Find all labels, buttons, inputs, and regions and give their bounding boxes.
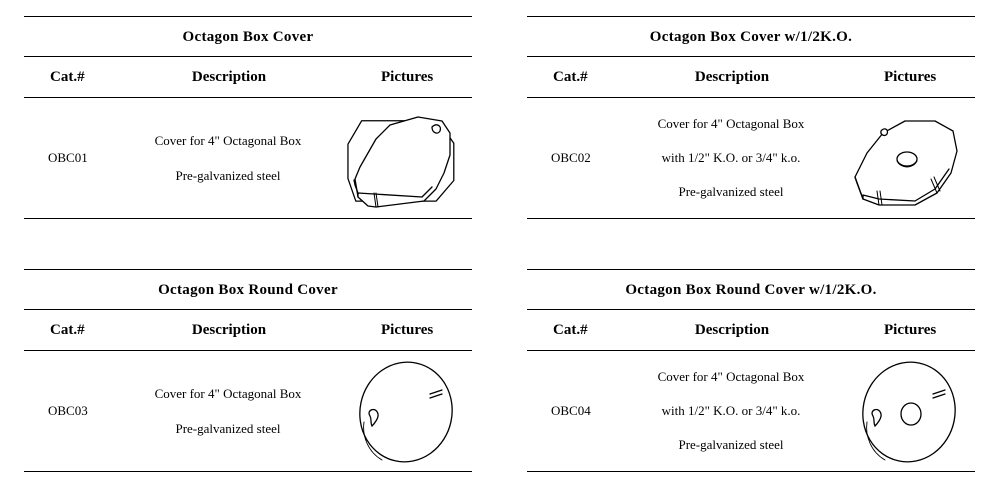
table-rule: [527, 269, 975, 270]
description-line: Pre-galvanized steel: [175, 168, 281, 183]
description-line: Cover for 4" Octagonal Box: [657, 116, 805, 131]
column-header-description: Description: [694, 69, 770, 85]
catalog-number: OBC03: [48, 403, 88, 418]
table-rule: [527, 97, 975, 98]
product-table-obc02: [527, 16, 975, 220]
table-rule: [527, 350, 975, 351]
column-header-pictures: Pictures: [381, 322, 434, 338]
table-title: Octagon Box Round Cover: [158, 282, 338, 298]
column-header-cat: Cat.#: [553, 69, 588, 85]
column-header-description: Description: [694, 322, 770, 338]
catalog-number: OBC02: [551, 150, 591, 165]
octagon-cover-knockout-image: [849, 107, 959, 213]
table-title: Octagon Box Round Cover w/1/2K.O.: [625, 282, 877, 298]
description-line: Cover for 4" Octagonal Box: [154, 386, 302, 401]
table-rule: [24, 16, 472, 17]
description-line: with 1/2" K.O. or 3/4" k.o.: [661, 403, 801, 418]
column-header-description: Description: [191, 322, 267, 338]
table-title: Octagon Box Cover w/1/2K.O.: [649, 29, 853, 45]
table-rule: [24, 309, 472, 310]
round-cover-knockout-image: [849, 360, 959, 466]
table-rule: [24, 269, 472, 270]
column-header-pictures: Pictures: [884, 69, 937, 85]
column-header-pictures: Pictures: [381, 69, 434, 85]
round-cover-image: [346, 360, 456, 466]
description-line: Cover for 4" Octagonal Box: [154, 133, 302, 148]
description-line: Cover for 4" Octagonal Box: [657, 369, 805, 384]
product-table-obc03: [24, 269, 472, 473]
table-rule: [527, 16, 975, 17]
column-header-description: Description: [191, 69, 267, 85]
octagon-cover-image: [346, 107, 456, 213]
table-rule: [24, 56, 472, 57]
product-table-obc01: [24, 16, 472, 220]
table-rule: [527, 471, 975, 472]
table-title: Octagon Box Cover: [182, 29, 314, 45]
column-header-cat: Cat.#: [50, 322, 85, 338]
column-header-cat: Cat.#: [553, 322, 588, 338]
description-line: Pre-galvanized steel: [175, 421, 281, 436]
table-rule: [24, 350, 472, 351]
table-rule: [527, 218, 975, 219]
description-line: Pre-galvanized steel: [678, 184, 784, 199]
column-header-cat: Cat.#: [50, 69, 85, 85]
column-header-pictures: Pictures: [884, 322, 937, 338]
table-rule: [527, 309, 975, 310]
table-rule: [24, 471, 472, 472]
catalog-number: OBC04: [551, 403, 591, 418]
table-rule: [24, 97, 472, 98]
table-rule: [24, 218, 472, 219]
product-table-obc04: [527, 269, 975, 473]
description-line: Pre-galvanized steel: [678, 437, 784, 452]
description-line: with 1/2" K.O. or 3/4" k.o.: [661, 150, 801, 165]
catalog-number: OBC01: [48, 150, 88, 165]
table-rule: [527, 56, 975, 57]
